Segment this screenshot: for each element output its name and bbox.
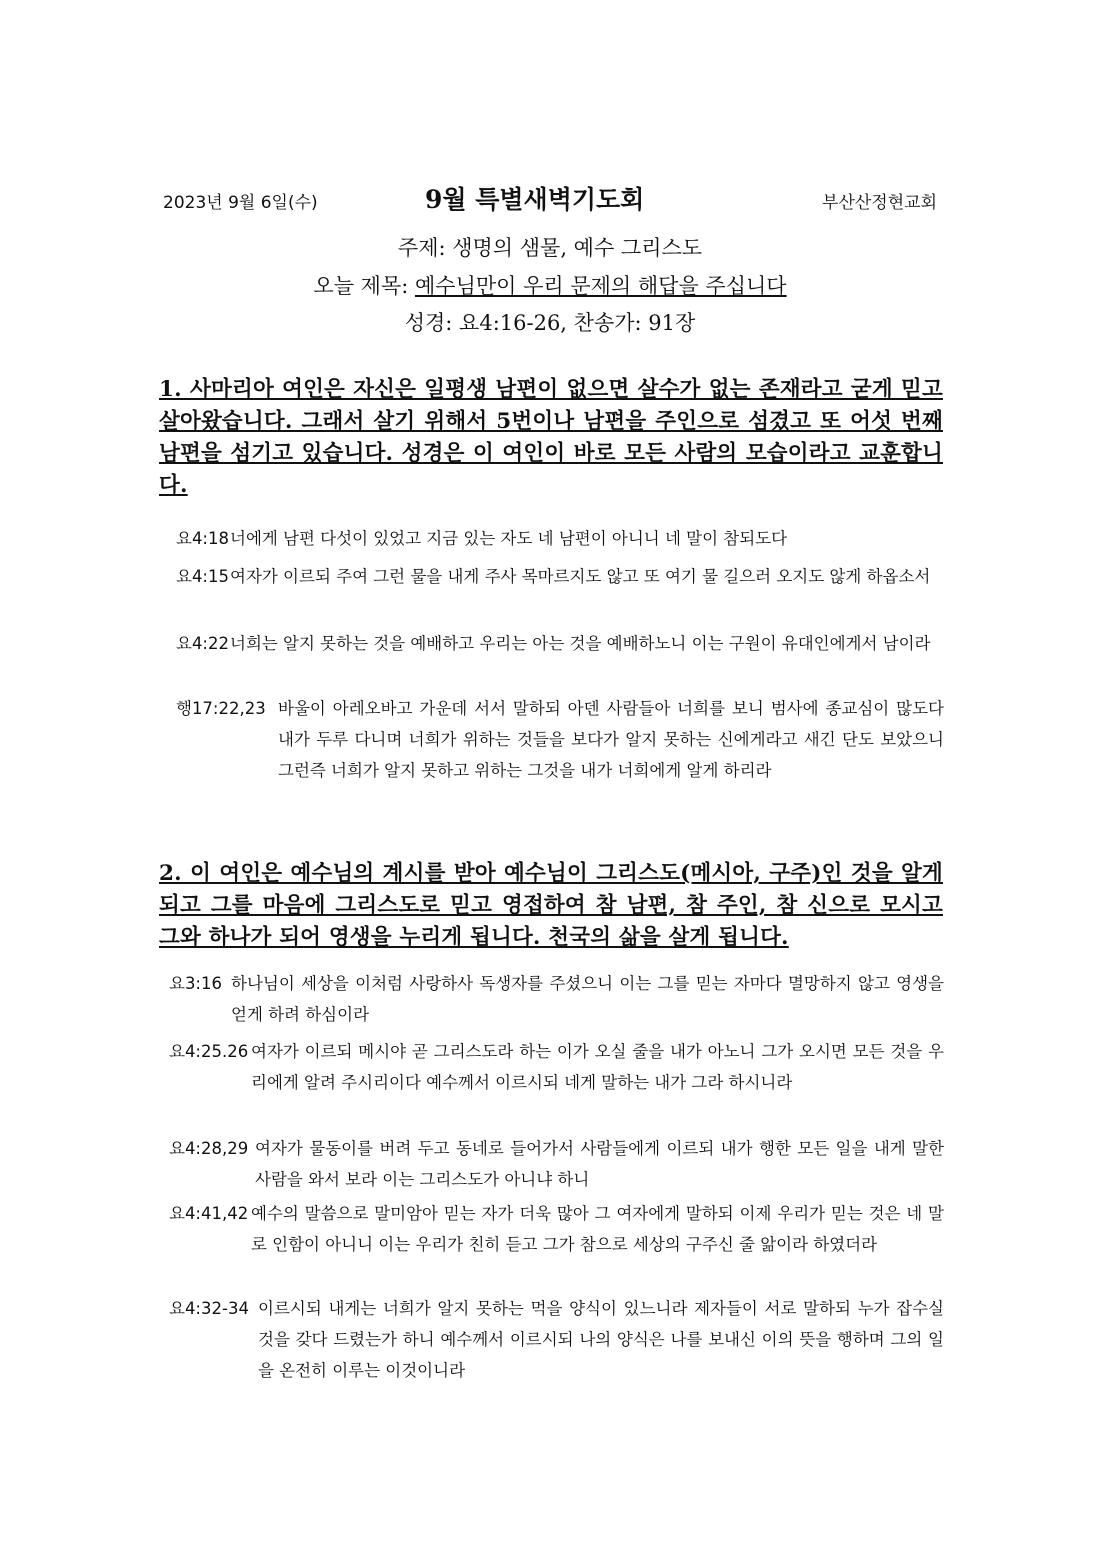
verse-ref: 행17:22,23 — [176, 699, 266, 718]
verse — [176, 523, 944, 554]
verse-text: 여자가 물동이를 버려 두고 동네로 들어가서 사람들에게 이르되 내가 행한 모든 일을 내게 말한 사람을 와서 보라 이는 그리스도가 아니냐 하니 — [255, 1139, 944, 1189]
today-title: 예수님만이 우리 문제의 해답을 주십니다 — [415, 274, 787, 298]
point-1: 1. 사마리아 여인은 자신은 일평생 남편이 없으면 살수가 없는 존재라고 굳게 믿고 살아왔습니다. 그래서 살기 위해서 5번이나 남편을 주인으로 섬겼고 또 어섯 번째 남편을 섬기고 있습니다. 성경은 이 여인이 바로 모든 사람의 모습이라고 교훈합니다. — [159, 377, 943, 498]
verse-ref: 요4:32-34 — [169, 1299, 249, 1318]
church-name: 부산산정현교회 — [822, 193, 937, 213]
page-title: 9월 특별새벽기도회 — [425, 185, 645, 214]
verse-ref: 요4:41,42 — [169, 1204, 249, 1223]
verse-text: 여자가 이르되 주여 그런 물을 내게 주사 목마르지도 않고 또 여기 물 길으러 오지도 않게 하옵소서 — [230, 567, 931, 586]
verse-text: 여자가 이르되 메시야 곧 그리스도라 하는 이가 오실 줄을 내가 아노니 그가 오시면 모든 것을 우리에게 알려 주시리이다 예수께서 이르시되 네게 말하는 내가 그라 하시니라 — [251, 1042, 944, 1092]
verse — [176, 693, 944, 786]
verse-text: 하나님이 세상을 이처럼 사랑하사 독생자를 주셨으니 이는 그를 믿는 자마다 멸망하지 않고 영생을 얻게 하려 하심이라 — [231, 974, 944, 1024]
today-title-label: 오늘 제목: — [313, 274, 415, 298]
verse-text: 예수의 말씀으로 말미암아 믿는 자가 더욱 많아 그 여자에게 말하되 이제 우리가 믿는 것은 네 말로 인함이 아니니 이는 우리가 친히 듣고 그가 참으로 세상의 구주신 줄 앎이라 하였더라 — [251, 1204, 944, 1254]
verse — [169, 1198, 944, 1260]
verse — [176, 628, 944, 659]
verse-ref: 요4:15 — [176, 567, 229, 586]
verse — [169, 968, 944, 1030]
verse-text: 너희는 알지 못하는 것을 예배하고 우리는 아는 것을 예배하노니 이는 구원이 유대인에게서 남이라 — [230, 634, 931, 653]
service-date: 2023년 9월 6일(수) — [163, 193, 318, 213]
verse-ref: 요4:28,29 — [169, 1139, 249, 1158]
verse — [169, 1036, 944, 1098]
header — [0, 180, 1100, 220]
verse-text: 바울이 아레오바고 가운데 서서 말하되 아덴 사람들아 너희를 보니 범사에 종교심이 많도다 내가 두루 다니며 너희가 위하는 것들을 보다가 알지 못하는 신에게라고 새긴 단도 보았으니 그런즉 너희가 알지 못하고 위하는 그것을 내가 너희에게 알게 하리라 — [278, 699, 944, 780]
verse — [176, 561, 944, 592]
verse-ref: 요4:18 — [176, 529, 229, 548]
theme-line: 주제: 생명의 샘물, 예수 그리스도 — [397, 236, 703, 260]
verse-ref: 요4:25.26 — [169, 1042, 249, 1061]
verse — [169, 1293, 944, 1386]
point-2: 2. 이 여인은 예수님의 계시를 받아 예수님이 그리스도(메시아, 구주)인 것을 알게 되고 그를 마음에 그리스도로 믿고 영접하여 참 남편, 참 주인, 참 신으로 모시고 그와 하나가 되어 영생을 누리게 됩니다. 천국의 삶을 살게 됩니다. — [159, 861, 943, 950]
scripture-line: 성경: 요4:16-26, 찬송가: 91장 — [404, 311, 696, 335]
verse-text: 너에게 남편 다섯이 있었고 지금 있는 자도 네 남편이 아니니 네 말이 참되도다 — [230, 529, 788, 548]
verse-ref: 요3:16 — [169, 974, 222, 993]
verse-text: 이르시되 내게는 너희가 알지 못하는 먹을 양식이 있느니라 제자들이 서로 말하되 누가 잡수실 것을 갖다 드렸는가 하니 예수께서 이르시되 나의 양식은 나를 보내신 이의 뜻을 행하며 그의 일을 온전히 이루는 이것이니라 — [258, 1299, 944, 1380]
verse — [169, 1133, 944, 1195]
verse-ref: 요4:22 — [176, 634, 229, 653]
today-title-line — [0, 270, 1100, 300]
